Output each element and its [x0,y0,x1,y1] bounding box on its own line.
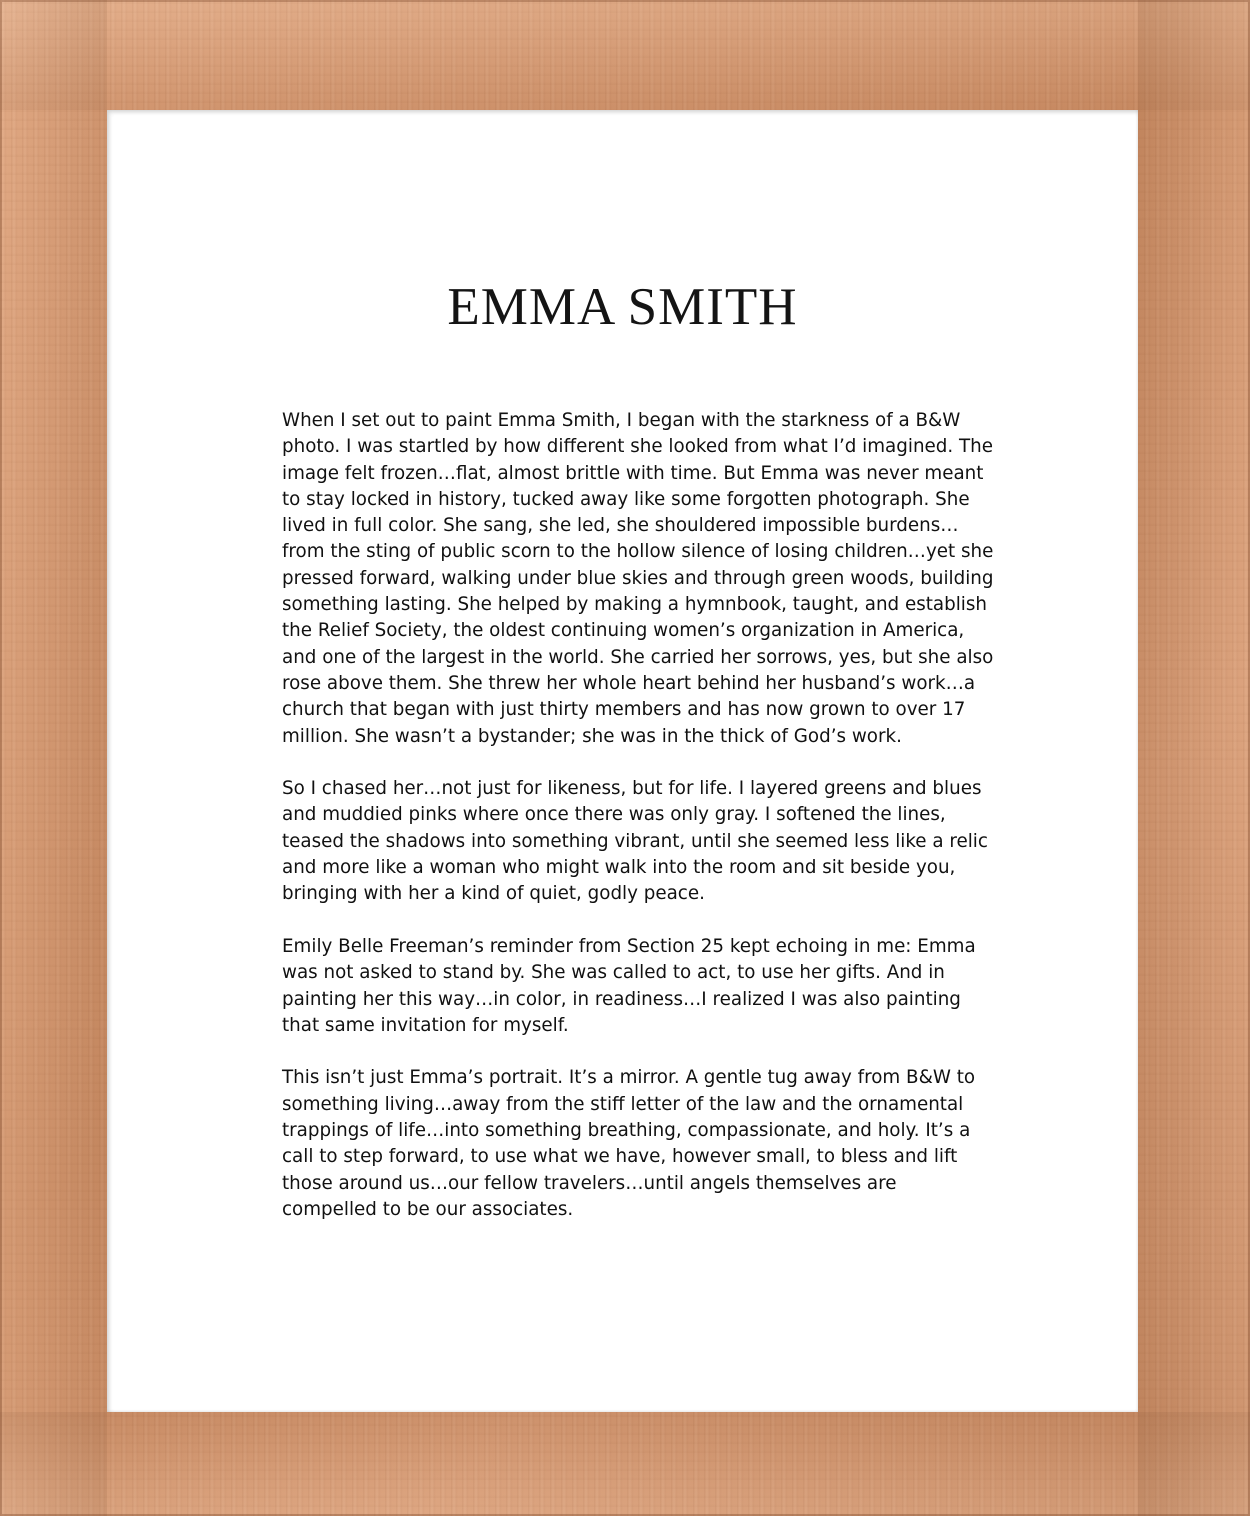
paragraph-1: When I set out to paint Emma Smith, I began with the starkness of a B&W photo. I was startled by how different she looked from what I’d imagined. The image felt frozen…flat, almost brittle with time. But Emma was never meant to stay locked in history, tucked away like some forgotten photograph. She lived in full color. She sang, she led, she shouldered impossible burdens…from the sting of public scorn to the hollow silence of losing children…yet she pressed forward, walking under blue skies and through green woods, building something lasting. She helped by making a hymnbook, taught, and establish the Relief Society, the oldest continuing women’s organization in America, and one of the largest in the world. She carried her sorrows, yes, but she also rose above them. She threw her whole heart behind her husband’s work…a church that began with just thirty members and has now grown to over 17 million. She wasn’t a bystander; she was in the thick of God’s work. [282,410,994,747]
paragraph-4: This isn’t just Emma’s portrait. It’s a mirror. A gentle tug away from B&W to something living…away from the stiff letter of the law and the ornamental trappings of life…into something breathing, compassionate, and holy. It’s a call to step forward, to use what we have, however small, to bless and lift those around us…our fellow travelers…until angels themselves are compelled to be our associates. [282,1067,976,1220]
document-body [282,408,994,1250]
frame-left-stile [0,0,107,1516]
frame-right-stile [1138,0,1250,1516]
framed-print-page [107,110,1138,1412]
paragraph-3: Emily Belle Freeman’s reminder from Section 25 kept echoing in me: Emma was not asked to stand by. She was called to act, to use her gifts. And in painting her this way…in color, in readiness…I realized I was also painting that same invitation for myself. [282,935,976,1036]
frame-top-rail [0,0,1250,110]
document-title: EMMA SMITH [447,278,798,336]
frame-bottom-rail [0,1412,1250,1516]
paragraph-2: So I chased her…not just for likeness, but for life. I layered greens and blues and muddied pinks where once there was only gray. I softened the lines, teased the shadows into something vibrant, until she seemed less like a relic and more like a woman who might walk into the room and sit beside you, bringing with her a kind of quiet, godly peace. [282,778,988,905]
